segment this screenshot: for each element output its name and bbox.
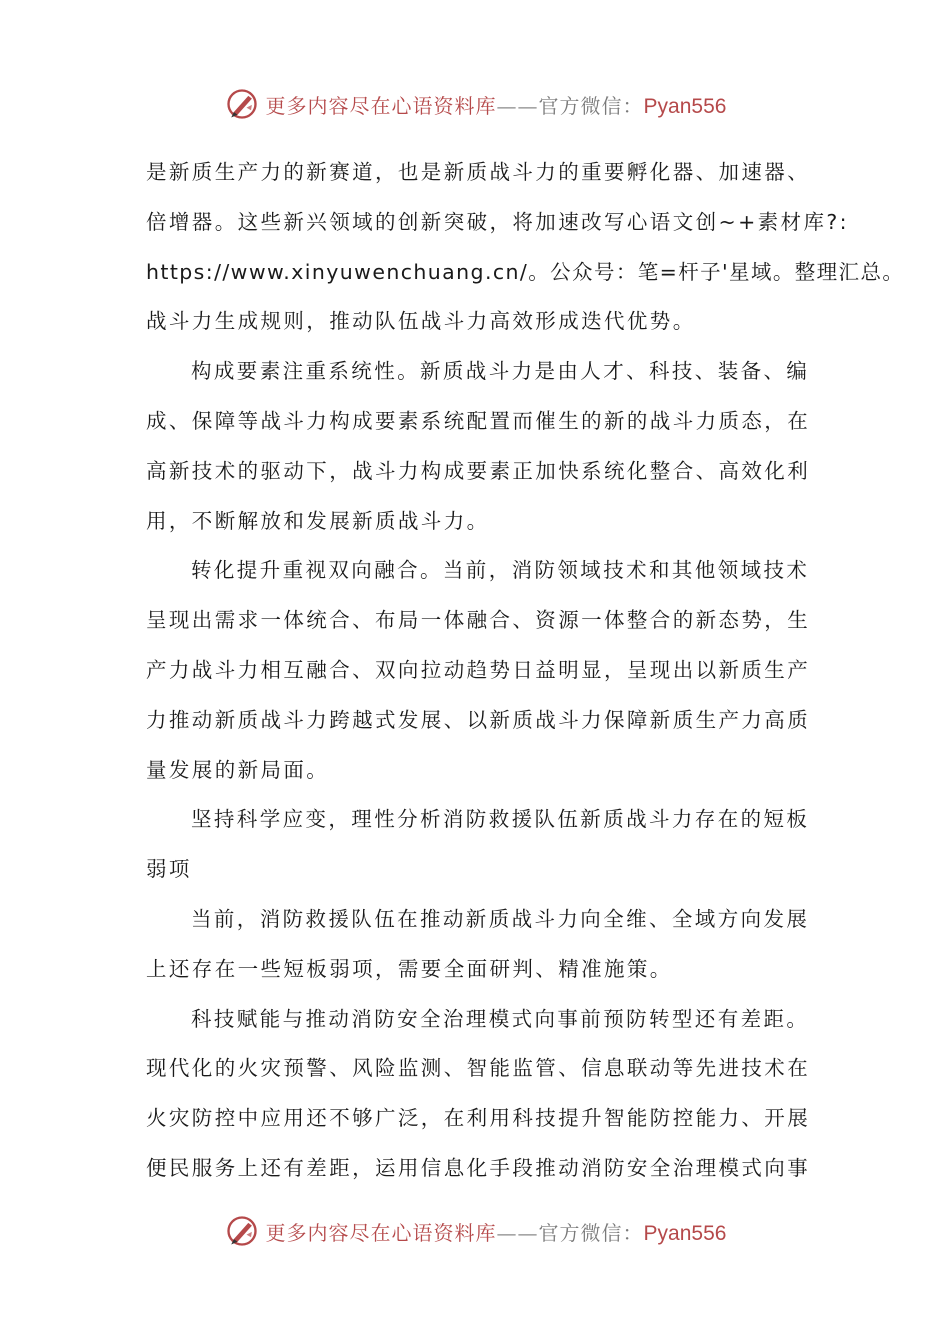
body-line: 便民服务上还有差距，运用信息化手段推动消防安全治理模式向事 bbox=[146, 1155, 811, 1180]
header-separator: —— bbox=[496, 93, 539, 118]
header-banner bbox=[0, 82, 950, 126]
footer-banner bbox=[0, 1209, 950, 1253]
header-label: 官方微信： bbox=[538, 93, 644, 118]
body-line: 战斗力生成规则，推动队伍战斗力高效形成迭代优势。 bbox=[146, 309, 696, 334]
document-body bbox=[146, 148, 905, 1194]
paragraph-start: 当前，消防救援队伍在推动新质战斗力向全维、全域方向发展 bbox=[191, 906, 810, 931]
footer-wechat-id: Pyan556 bbox=[643, 1221, 727, 1245]
body-line: 力推动新质战斗力跨越式发展、以新质战斗力保障新质生产力高质 bbox=[146, 707, 811, 732]
body-line: 高新技术的驱动下，战斗力构成要素正加快系统化整合、高效化利 bbox=[146, 458, 811, 483]
paragraph-start: 科技赋能与推动消防安全治理模式向事前预防转型还有差距。 bbox=[191, 1006, 810, 1031]
header-text bbox=[266, 90, 727, 119]
paragraph-start: 转化提升重视双向融合。当前，消防领域技术和其他领域技术 bbox=[191, 558, 810, 583]
pen-logo-icon bbox=[224, 1213, 260, 1249]
body-line: 成、保障等战斗力构成要素系统配置而催生的新的战斗力质态，在 bbox=[146, 408, 811, 433]
section-heading-cont: 弱项 bbox=[146, 857, 192, 882]
body-line: 是新质生产力的新赛道，也是新质战斗力的重要孵化器、加速器、 bbox=[146, 160, 811, 184]
body-line: 用，不断解放和发展新质战斗力。 bbox=[146, 508, 490, 533]
body-line: 上还存在一些短板弱项，需要全面研判、精准施策。 bbox=[146, 956, 673, 981]
header-wechat-id: Pyan556 bbox=[643, 94, 727, 118]
body-line: 呈现出需求一体统合、布局一体融合、资源一体整合的新态势，生 bbox=[146, 608, 811, 633]
body-line: 产力战斗力相互融合、双向拉动趋势日益明显，呈现出以新质生产 bbox=[146, 657, 811, 682]
body-line: 现代化的火灾预警、风险监测、智能监管、信息联动等先进技术在 bbox=[146, 1056, 811, 1081]
footer-separator: —— bbox=[496, 1220, 539, 1245]
body-line: 量发展的新局面。 bbox=[146, 757, 330, 782]
body-line: 倍增器。这些新兴领域的创新突破，将加速改写心语文创~+素材库?: bbox=[146, 209, 849, 234]
footer-main-text: 更多内容尽在心语资料库 bbox=[265, 1220, 497, 1245]
section-heading: 坚持科学应变，理性分析消防救援队伍新质战斗力存在的短板 bbox=[191, 807, 810, 832]
header-main-text: 更多内容尽在心语资料库 bbox=[265, 93, 497, 118]
footer-text bbox=[266, 1217, 727, 1246]
body-line-url: https://www.xinyuwenchuang.cn/。公众号：笔=杆子'星域。整理汇总。 bbox=[146, 259, 905, 284]
body-line: 火灾防控中应用还不够广泛，在利用科技提升智能防控能力、开展 bbox=[146, 1106, 811, 1131]
paragraph-start: 构成要素注重系统性。新质战斗力是由人才、科技、装备、编 bbox=[191, 359, 810, 384]
pen-logo-icon bbox=[224, 86, 260, 122]
footer-label: 官方微信： bbox=[538, 1220, 644, 1245]
